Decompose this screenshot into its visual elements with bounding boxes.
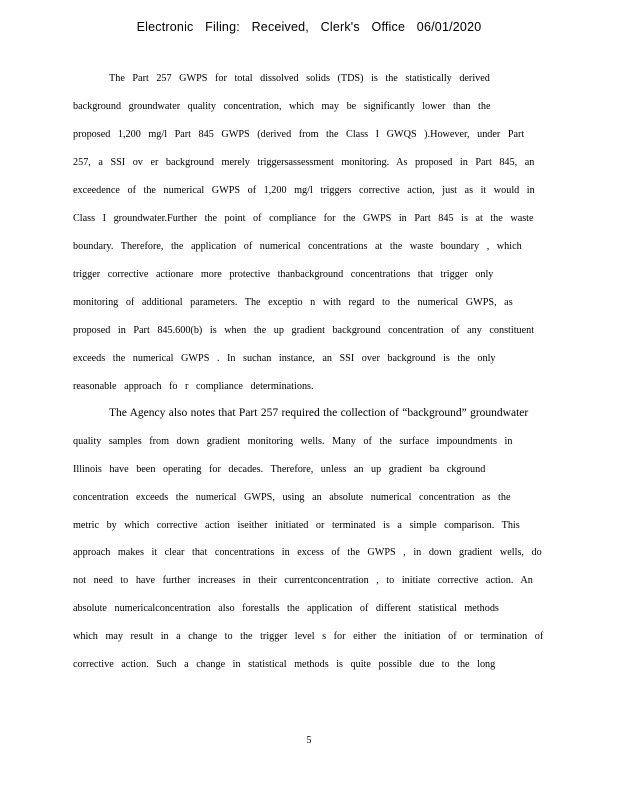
text-line: The Agency also notes that Part 257 required the collection of “background” groundwater [109,407,529,419]
text-line: background groundwater quality concentration, which may be significantly lower than the [73,101,491,112]
text-line: Class I groundwater.Further the point of compliance for the GWPS in Part 845 is at the waste [73,213,534,224]
text-line: monitoring of additional parameters. The exceptio n with regard to the numerical GWPS, as [73,297,513,308]
text-line: exceeds the numerical GWPS . In suchan instance, an SSI over background is the only [73,353,496,364]
text-line: not need to have further increases in their currentconcentration , to initiate corrective action. An [73,575,533,586]
text-line: which may result in a change to the trigger level s for either the initiation of or termination of [73,631,544,642]
text-line: Illinois have been operating for decades. Therefore, unless an up gradient ba ckground [73,464,486,475]
text-line: 257, a SSI ov er background merely triggersassessment monitoring. As proposed in Part 845, an [73,157,535,168]
text-line: absolute numericalconcentration also forestalls the application of different statistical methods [73,603,499,614]
text-line: metric by which corrective action iseither initiated or terminated is a simple comparison. This [73,520,520,531]
text-line: concentration exceeds the numerical GWPS, using an absolute numerical concentration as the [73,492,511,503]
text-line: boundary. Therefore, the application of numerical concentrations at the waste boundary , which [73,241,522,252]
filing-header: Electronic Filing: Received, Clerk's Office 06/01/2020 [136,20,482,34]
text-line: The Part 257 GWPS for total dissolved solids (TDS) is the statistically derived [109,73,490,84]
text-line: corrective action. Such a change in statistical methods is quite possible due to the long [73,659,496,670]
text-line: trigger corrective actionare more protective thanbackground concentrations that trigger only [73,269,494,280]
text-line: approach makes it clear that concentrations in excess of the GWPS , in down gradient wells, do [73,547,542,558]
text-line: proposed 1,200 mg/l Part 845 GWPS (derived from the Class I GWQS ).However, under Part [73,129,525,140]
text-line: quality samples from down gradient monitoring wells. Many of the surface impoundments in [73,436,513,447]
text-line: exceedence of the numerical GWPS of 1,200 mg/l triggers corrective action, just as it would in [73,185,535,196]
text-line: proposed in Part 845.600(b) is when the up gradient background concentration of any constituent [73,325,535,336]
page-number: 5 [306,735,312,746]
text-line: reasonable approach fo r compliance determinations. [73,381,314,392]
